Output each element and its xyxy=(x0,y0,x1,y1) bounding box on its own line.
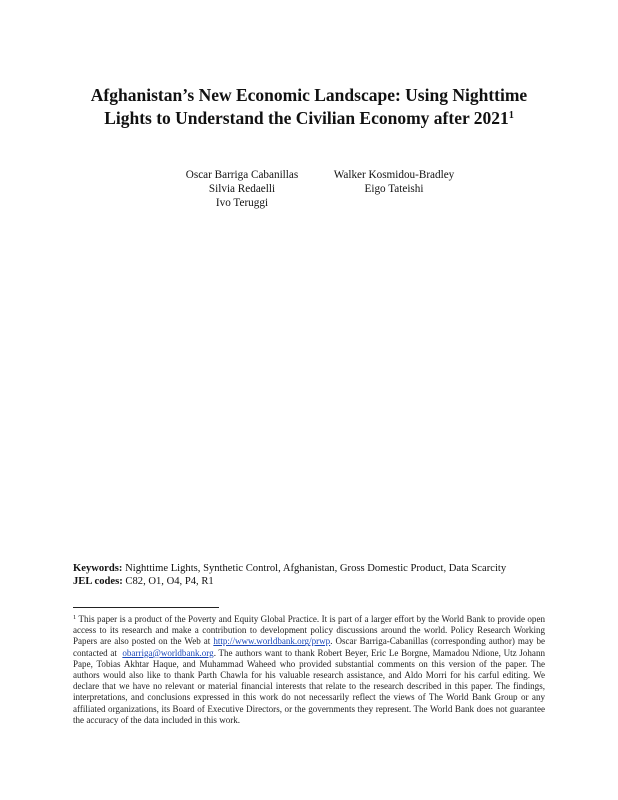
author-column-left xyxy=(180,168,304,210)
footnote xyxy=(73,614,545,726)
keywords-block xyxy=(73,563,553,588)
keywords-label: Keywords: xyxy=(73,563,123,574)
jel-codes-line xyxy=(73,576,553,589)
title-line-2 xyxy=(40,107,578,130)
footnote-text-2: . Oscar Barriga-Cabanillas (corresponding author) may be contacted at xyxy=(73,636,546,658)
author-name: Walker Kosmidou-Bradley xyxy=(333,169,455,181)
title-line-1: Afghanistan’s New Economic Landscape: Using Nighttime xyxy=(90,85,528,105)
keywords-line xyxy=(73,563,553,576)
author-column-right xyxy=(328,168,460,196)
prwp-link[interactable]: http://www.worldbank.org/prwp xyxy=(213,636,331,647)
footnote-marker: 1 xyxy=(73,614,77,621)
title-footnote-marker[interactable]: 1 xyxy=(508,110,514,121)
author-name: Ivo Teruggi xyxy=(215,197,269,209)
footnote-divider xyxy=(73,607,219,608)
title-line-2-text: Lights to Understand the Civilian Economy after 2021 xyxy=(104,108,509,128)
paper-title xyxy=(40,84,578,130)
author-email-link[interactable]: obarriga@worldbank.org xyxy=(122,647,214,658)
author-name: Eigo Tateishi xyxy=(364,183,424,195)
author-name: Silvia Redaelli xyxy=(208,183,276,195)
jel-codes-text: C82, O1, O4, P4, R1 xyxy=(125,575,214,587)
footnote-text-3: . The authors want to thank Robert Beyer, Eric Le Borgne, Mamadou Ndione, Utz Johann Pape, Tobias Akhtar Haque, and Muhammad Waheed who provided substantial comments on this version of the paper. The authors would also like to thank Parth Chawla for his valuable research assistance, and Aldo Morri for his carful editing. We declare that we have no relevant or material financial interests that relate to the research described in this paper. The findings, interpretations, and conclusions expressed in this work do not necessarily reflect the views of The World Bank Group or any affiliated organizations, its Board of Executive Directors, or the governments they represent. The World Bank does not guarantee the accuracy of the data included in this work. xyxy=(73,647,545,725)
jel-codes-label: JEL codes: xyxy=(73,575,123,587)
footnote-text-1: This paper is a product of the Poverty and Equity Global Practice. It is part of a larger effort by the World Bank to provide open access to its research and make a contribution to development policy discussions around the world. Policy Research Working Papers are also posted on the Web at xyxy=(73,614,545,647)
keywords-text: Nighttime Lights, Synthetic Control, Afghanistan, Gross Domestic Product, Data Scarcity xyxy=(125,563,507,574)
author-name: Oscar Barriga Cabanillas xyxy=(185,169,299,181)
